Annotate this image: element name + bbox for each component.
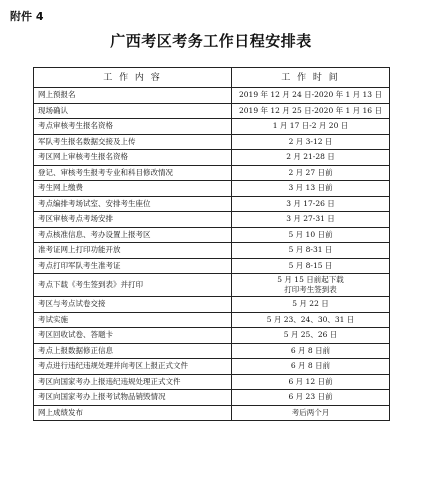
- task-cell: 考生网上缴费: [34, 181, 232, 197]
- table-row: [34, 390, 390, 406]
- time-cell: 3 月 17-26 日: [232, 196, 390, 212]
- time-cell: 2 月 27 日前: [232, 165, 390, 181]
- table-row: [34, 212, 390, 228]
- task-cell: 考点核准信息、考办设置上报考区: [34, 227, 232, 243]
- table-row: [34, 274, 390, 297]
- table-row: [34, 297, 390, 313]
- table-row: [34, 165, 390, 181]
- time-cell: 5 月 25、26 日: [232, 328, 390, 344]
- time-cell: 5 月 10 日前: [232, 227, 390, 243]
- time-cell: 5 月 8-31 日: [232, 243, 390, 259]
- task-cell: 考区审核考点考场安排: [34, 212, 232, 228]
- task-cell: 网上预报名: [34, 88, 232, 104]
- table-row: [34, 150, 390, 166]
- time-cell: 3 月 13 日前: [232, 181, 390, 197]
- time-cell: 6 月 12 日前: [232, 374, 390, 390]
- time-cell: 5 月 15 日前起下载 打印考生签到表: [232, 274, 390, 297]
- table-row: [34, 343, 390, 359]
- table-row: [34, 243, 390, 259]
- task-cell: 考点进行违纪违规处理并向考区上报正式文件: [34, 359, 232, 375]
- table-row: [34, 359, 390, 375]
- table-row: [34, 328, 390, 344]
- page-title: 广西考区考务工作日程安排表: [110, 32, 312, 50]
- table-row: [34, 196, 390, 212]
- table-row: [34, 103, 390, 119]
- time-cell: 1 月 17 日-2 月 20 日: [232, 119, 390, 135]
- attachment-label: 附件 4: [10, 10, 44, 23]
- task-cell: 现场确认: [34, 103, 232, 119]
- task-cell: 网上成绩发布: [34, 405, 232, 421]
- task-cell: 考区向国家考办上报违纪违规处理正式文件: [34, 374, 232, 390]
- time-cell: 2 月 3-12 日: [232, 134, 390, 150]
- task-cell: 考点打印军队考生准考证: [34, 258, 232, 274]
- table-body: [34, 88, 390, 421]
- task-cell: 考点编排考场试室、安排考生座位: [34, 196, 232, 212]
- header-task: 工 作 内 容: [34, 68, 232, 88]
- task-cell: 考点下载《考生签到表》并打印: [34, 274, 232, 297]
- task-cell: 军队考生报名数据交接及上传: [34, 134, 232, 150]
- time-cell: 5 月 22 日: [232, 297, 390, 313]
- schedule-table: [33, 67, 390, 421]
- header-time: 工 作 时 间: [232, 68, 390, 88]
- table-row: [34, 258, 390, 274]
- time-cell: 2019 年 12 月 24 日-2020 年 1 月 13 日: [232, 88, 390, 104]
- task-cell: 考试实施: [34, 312, 232, 328]
- task-cell: 考点上报数据修正信息: [34, 343, 232, 359]
- task-cell: 登记、审核考生报考专业和科目修改情况: [34, 165, 232, 181]
- time-cell: 2019 年 12 月 25 日-2020 年 1 月 16 日: [232, 103, 390, 119]
- table-row: [34, 312, 390, 328]
- table-row: [34, 181, 390, 197]
- task-cell: 准考证网上打印功能开放: [34, 243, 232, 259]
- time-cell: 考后两个月: [232, 405, 390, 421]
- table-row: [34, 227, 390, 243]
- time-cell: 2 月 21-28 日: [232, 150, 390, 166]
- table-row: [34, 405, 390, 421]
- time-cell: 5 月 23、24、30、31 日: [232, 312, 390, 328]
- time-cell: 3 月 27-31 日: [232, 212, 390, 228]
- table-row: [34, 134, 390, 150]
- time-cell: 5 月 8-15 日: [232, 258, 390, 274]
- table-row: [34, 119, 390, 135]
- table-row: [34, 374, 390, 390]
- time-cell: 6 月 8 日前: [232, 359, 390, 375]
- time-cell: 6 月 8 日前: [232, 343, 390, 359]
- time-cell: 6 月 23 日前: [232, 390, 390, 406]
- task-cell: 考区网上审核考生报名资格: [34, 150, 232, 166]
- task-cell: 考点审核考生报名资格: [34, 119, 232, 135]
- task-cell: 考区向国家考办上报考试物品销毁情况: [34, 390, 232, 406]
- table-header-row: [34, 68, 390, 88]
- task-cell: 考区与考点试卷交接: [34, 297, 232, 313]
- task-cell: 考区回收试卷、答题卡: [34, 328, 232, 344]
- table-row: [34, 88, 390, 104]
